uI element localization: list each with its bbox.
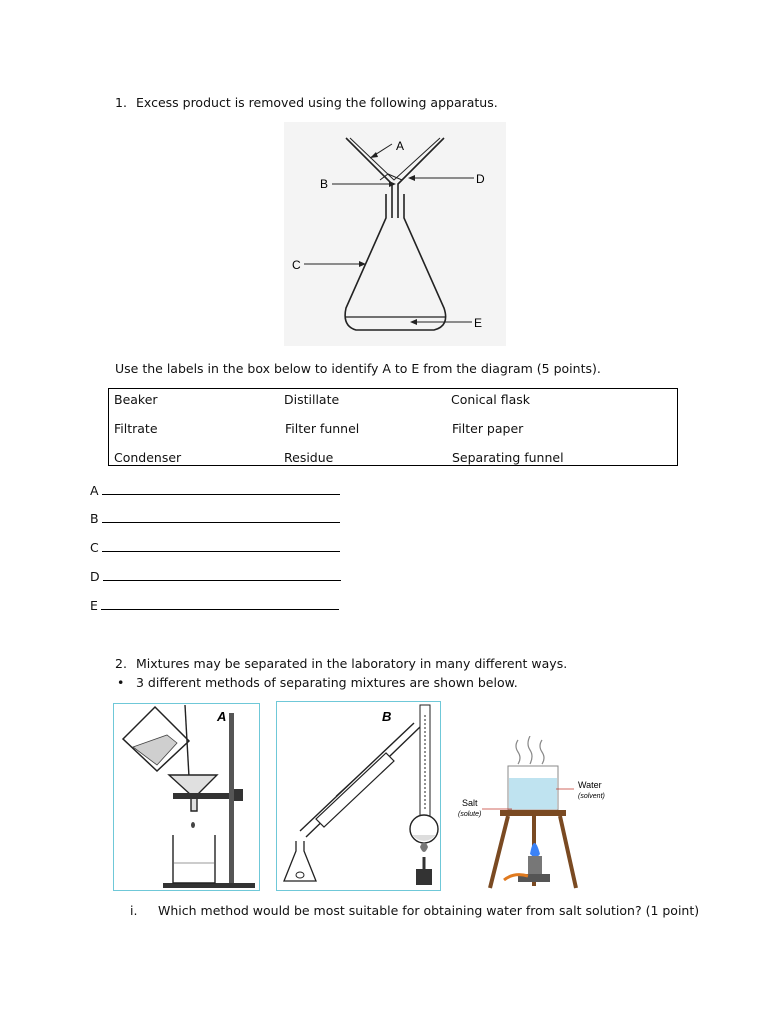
diagram-label-d: D <box>476 172 485 186</box>
question-2-number: 2. <box>115 656 127 671</box>
question-2-bullet-text: 3 different methods of separating mixtures are shown below. <box>136 675 518 690</box>
filtration-apparatus-diagram <box>284 122 506 346</box>
answer-line-c[interactable]: C <box>90 540 340 555</box>
answer-line-d[interactable]: D <box>90 569 341 584</box>
question-1-instruction: Use the labels in the box below to identify A to E from the diagram (5 points). <box>115 361 601 376</box>
method-a-filtration-figure <box>113 703 260 891</box>
question-2-text: Mixtures may be separated in the laboratory in many different ways. <box>136 656 568 671</box>
solute-label: (solute) <box>458 811 482 818</box>
label-box-cell: Conical flask <box>451 392 531 407</box>
label-box-cell: Separating funnel <box>452 450 564 465</box>
question-1-text: Excess product is removed using the following apparatus. <box>136 95 498 110</box>
figure-b-label: B <box>382 709 392 724</box>
label-box-cell: Filter paper <box>452 421 524 436</box>
answer-line-b[interactable]: B <box>90 511 340 526</box>
label-box-cell: Beaker <box>114 392 158 407</box>
method-b-distillation-figure <box>276 701 441 891</box>
label-box-cell: Filtrate <box>114 421 158 436</box>
figure-a-label: A <box>217 709 227 724</box>
salt-label: Salt <box>462 798 478 808</box>
label-box-cell: Residue <box>284 450 334 465</box>
answer-line-e[interactable]: E <box>90 598 339 613</box>
answer-line-a[interactable]: A <box>90 483 340 498</box>
method-c-evaporation-figure <box>456 736 612 894</box>
sub-question-text: Which method would be most suitable for obtaining water from salt solution? (1 point) <box>158 903 700 918</box>
sub-question-number: i. <box>130 903 138 918</box>
water-label: Water <box>578 780 602 790</box>
label-box-cell: Condenser <box>114 450 182 465</box>
diagram-label-b: B <box>320 177 329 191</box>
bullet: • <box>117 675 125 690</box>
diagram-label-c: C <box>292 258 301 272</box>
solvent-label: (solvent) <box>578 793 605 800</box>
diagram-label-a: A <box>396 139 405 153</box>
diagram-label-e: E <box>474 316 483 330</box>
label-box-cell: Distillate <box>284 392 340 407</box>
label-box-cell: Filter funnel <box>285 421 360 436</box>
label-box <box>108 388 678 466</box>
question-1-number: 1. <box>115 95 127 110</box>
